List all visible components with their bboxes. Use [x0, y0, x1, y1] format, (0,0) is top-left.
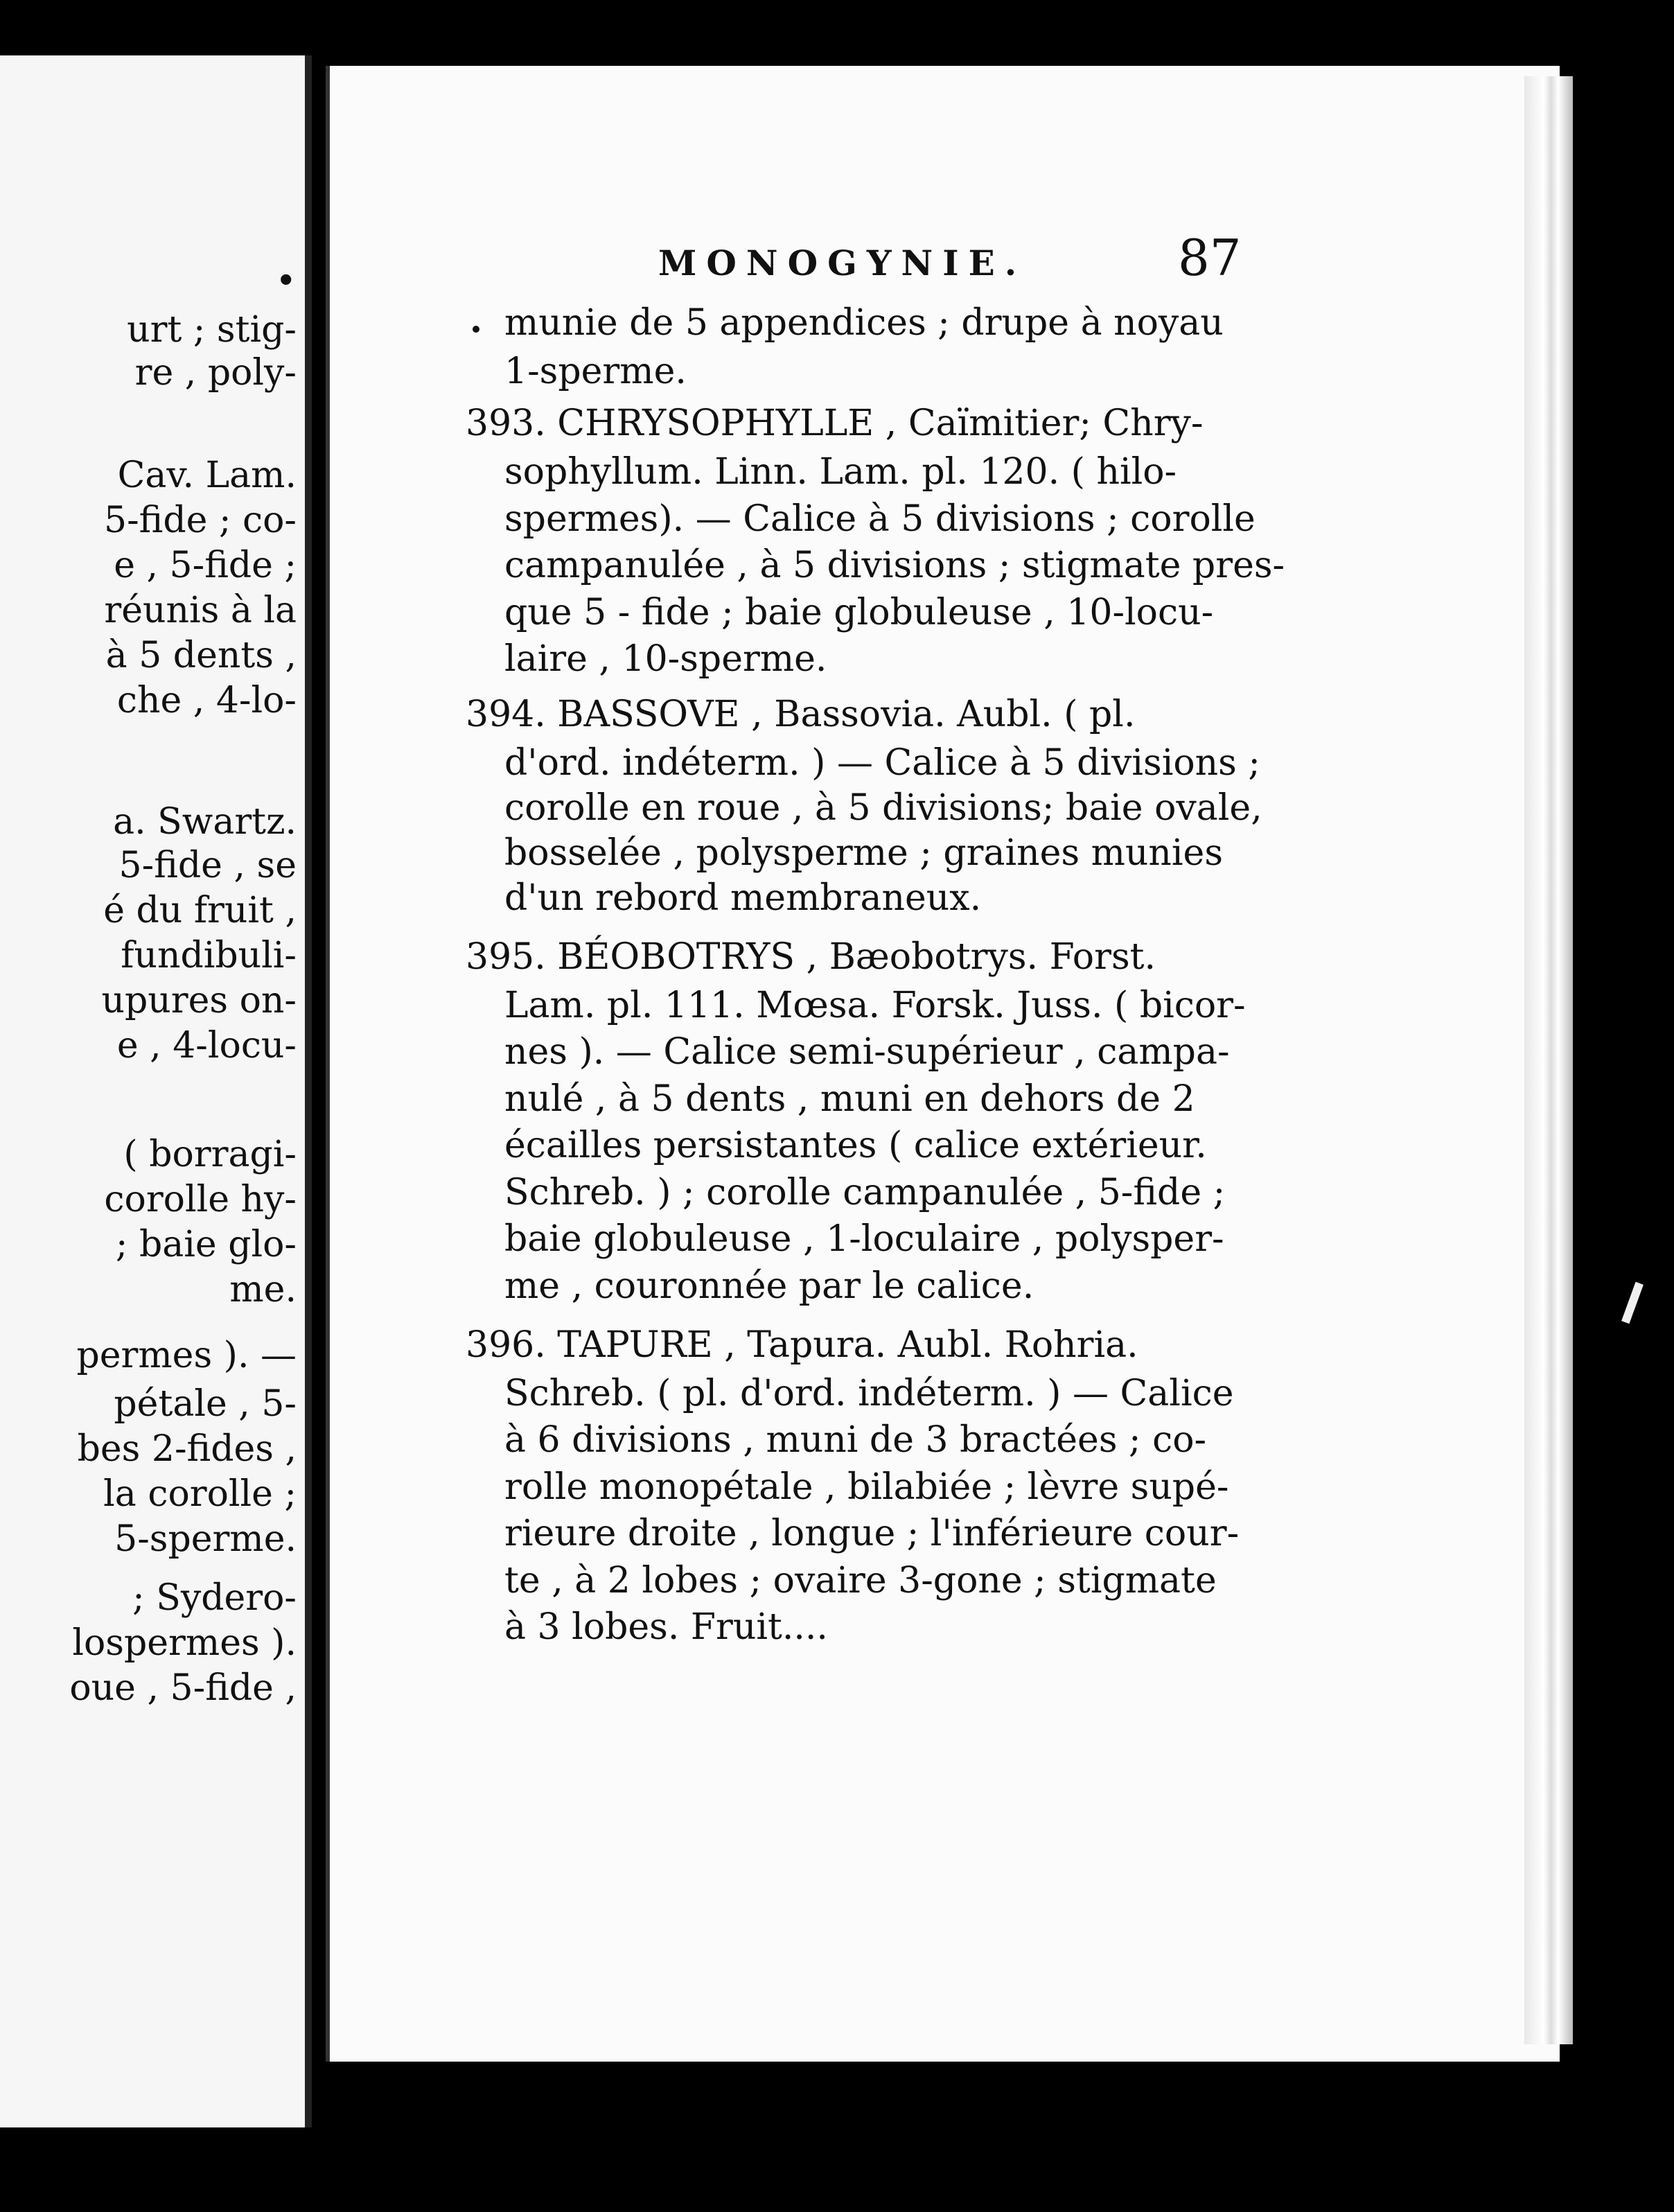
body-line: Lam. pl. 111. Mœsa. Forsk. Juss. ( bicor-	[504, 985, 1246, 1026]
body-line: que 5 - fide ; baie globuleuse , 10-locu-	[504, 592, 1214, 633]
body-line: bosselée , polysperme ; graines munies	[504, 832, 1224, 874]
left-line: 5-sperme.	[114, 1518, 297, 1560]
left-line: 5-fide ; co-	[104, 500, 297, 541]
left-line: fundibuli-	[121, 935, 297, 976]
body-line: nulé , à 5 dents , muni en dehors de 2	[504, 1078, 1195, 1120]
left-line: che , 4-lo-	[116, 680, 297, 721]
left-line: à 5 dents ,	[105, 635, 297, 676]
body-line: baie globuleuse , 1-loculaire , polysper-	[504, 1218, 1224, 1260]
body-line: munie de 5 appendices ; drupe à noyau	[504, 302, 1224, 344]
left-line: Cav. Lam.	[117, 455, 297, 496]
body-line: te , à 2 lobes ; ovaire 3-gone ; stigmate	[504, 1560, 1217, 1601]
left-line: lospermes ).	[72, 1622, 297, 1664]
left-line: bes 2-fides ,	[77, 1428, 297, 1470]
body-line: sophyllum. Linn. Lam. pl. 120. ( hilo-	[504, 451, 1177, 493]
left-line: upures on-	[101, 980, 297, 1021]
body-line: campanulée , à 5 divisions ; stigmate pres-	[504, 545, 1285, 586]
body-line: d'ord. indéterm. ) — Calice à 5 divisions ;	[504, 742, 1260, 784]
left-page-fragment	[0, 55, 312, 2127]
body-line: rieure droite , longue ; l'inférieure cour-	[504, 1513, 1240, 1554]
left-line: re , poly-	[134, 352, 297, 394]
body-line: me , couronnée par le calice.	[504, 1265, 1034, 1307]
entry-393-line: 393. CHRYSOPHYLLE , Caïmitier; Chry-	[466, 403, 1204, 444]
body-line: nes ). — Calice semi-supérieur , campa-	[504, 1031, 1230, 1073]
left-line: la corolle ;	[103, 1473, 297, 1515]
body-line: écailles persistantes ( calice extérieur.	[504, 1125, 1207, 1166]
left-line: e , 5-fide ;	[114, 545, 297, 586]
left-line: a. Swartz.	[113, 801, 297, 843]
body-line: à 6 divisions , muni de 3 bractées ; co-	[504, 1419, 1207, 1461]
left-line: •	[275, 261, 297, 302]
body-line: d'un rebord membraneux.	[504, 877, 982, 919]
body-line: laire , 10-sperme.	[504, 638, 827, 680]
left-line: me.	[229, 1269, 297, 1310]
entry-394-line: 394. BASSOVE , Bassovia. Aubl. ( pl.	[466, 694, 1136, 735]
left-line: é du fruit ,	[103, 890, 297, 931]
left-line: corolle hy-	[104, 1179, 297, 1220]
page-number: 87	[1178, 229, 1242, 287]
left-line: 5-fide , se	[118, 845, 297, 886]
left-line: oue , 5-fide ,	[69, 1667, 297, 1709]
entry-395-line: 395. BÉOBOTRYS , Bæobotrys. Forst.	[466, 936, 1156, 978]
left-line: réunis à la	[104, 590, 297, 631]
page-edge	[1524, 76, 1573, 2044]
left-line: permes ). —	[76, 1335, 297, 1376]
left-line: ; baie glo-	[115, 1224, 297, 1265]
body-line: corolle en roue , à 5 divisions; baie ovale,	[504, 787, 1262, 829]
body-line: à 3 lobes. Fruit....	[504, 1606, 828, 1648]
left-line: ; Sydero-	[132, 1577, 297, 1619]
entry-396-line: 396. TAPURE , Tapura. Aubl. Rohria.	[466, 1324, 1138, 1366]
edge-mark	[1621, 1282, 1644, 1324]
body-line: 1-sperme.	[504, 351, 687, 392]
left-line: ( borragi-	[123, 1134, 297, 1175]
body-line: spermes). — Calice à 5 divisions ; corolle	[504, 498, 1256, 540]
running-head: MONOGYNIE.	[658, 243, 1027, 283]
body-line: Schreb. ( pl. d'ord. indéterm. ) — Calice	[504, 1373, 1234, 1414]
stray-mark	[473, 326, 479, 333]
left-line: urt ; stig-	[127, 309, 297, 351]
left-line: e , 4-locu-	[116, 1025, 297, 1066]
left-line: pétale , 5-	[114, 1383, 297, 1425]
body-line: Schreb. ) ; corolle campanulée , 5-fide ;	[504, 1172, 1226, 1213]
body-line: rolle monopétale , bilabiée ; lèvre supé-	[504, 1466, 1229, 1508]
